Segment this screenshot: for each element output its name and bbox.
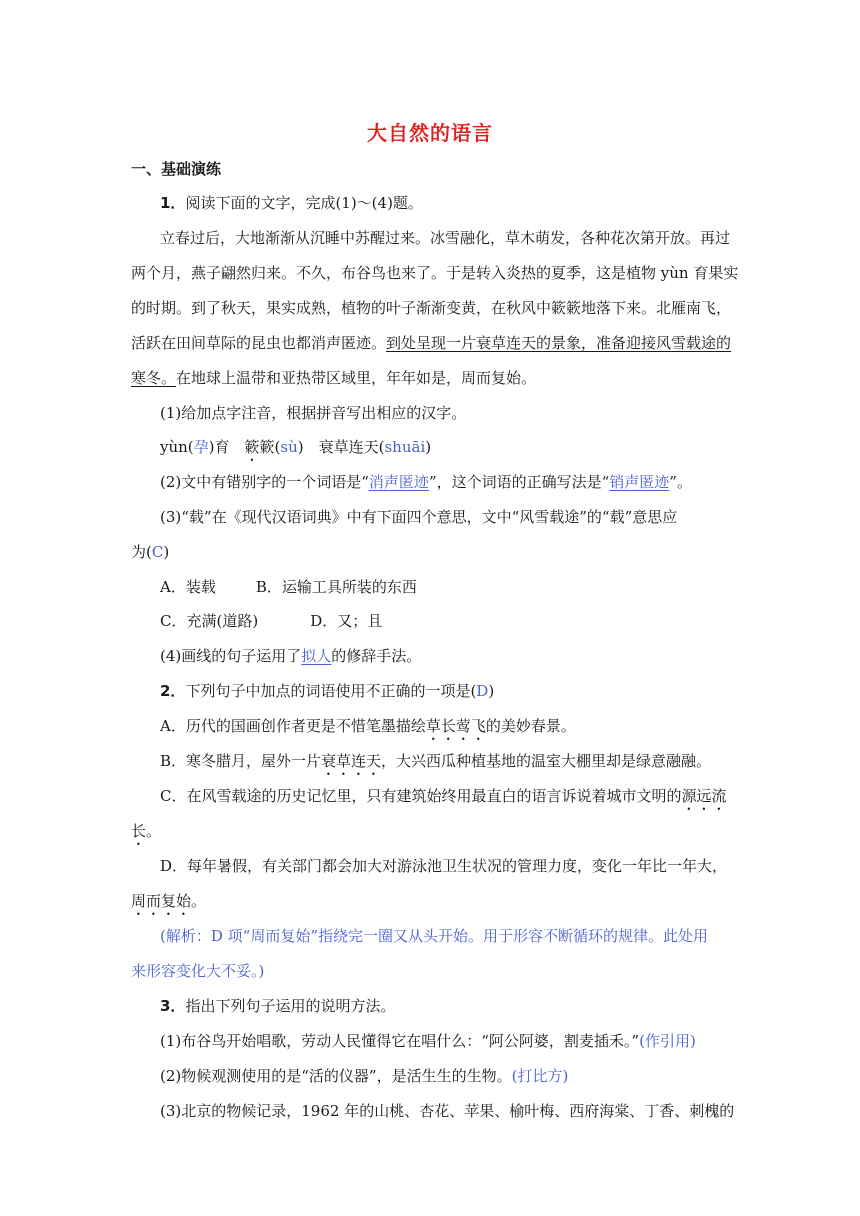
answer: (打比方) [511, 1067, 569, 1085]
dotted-phrase: 源远流 [681, 787, 727, 805]
text: 的美妙春景。 [485, 717, 576, 735]
passage-text: 活跃在田间草际的昆虫也都消声匿迹。 [131, 334, 387, 352]
options-row [160, 576, 417, 598]
text: (2)物候观测使用的是“活的仪器”，是活生生的生物。 [160, 1067, 512, 1085]
dotted-phrase: 衰草连天 [321, 752, 382, 770]
option-b: B．运输工具所装的东西 [255, 578, 417, 596]
passage-line: 立春过后，大地渐渐从沉睡中苏醒过来。冰雪融化，草木萌发，各种花次第开放。再过 [160, 229, 731, 247]
passage-line: 两个月，燕子翩然归来。不久，布谷鸟也来了。于是转入炎热的夏季，这是植物 yùn 育果实 [131, 264, 739, 282]
page-title: 大自然的语言 [367, 121, 493, 145]
text: C．在风雪载途的历史记忆里，只有建筑始终用最直白的语言诉说着城市文明的 [160, 787, 682, 805]
question-3-prompt [160, 995, 395, 1017]
text: 为( [131, 543, 152, 561]
question-text: 阅读下面的文字，完成(1)～(4)题。 [185, 194, 423, 212]
sub-question-1: (1)给加点字注音，根据拼音写出相应的汉字。 [160, 404, 467, 422]
option-b [160, 750, 711, 779]
passage-line [131, 367, 536, 389]
answer: D [476, 682, 489, 700]
dotted-char: 簌 [244, 438, 260, 456]
sub-question-4 [160, 645, 421, 667]
passage-text: 在地球上温带和亚热带区域里，年年如是，周而复始。 [176, 369, 537, 387]
option-c: C．充满(道路) [160, 612, 259, 630]
sub-question-3: (3)“载”在《现代汉语词典》中有下面四个意思，文中“风雪载途”的“载”意思应 [160, 508, 678, 526]
sub-question-1-answers [160, 436, 431, 465]
dotted-phrase: 长 [131, 822, 147, 840]
text: ，大兴西瓜种植基地的温室大棚里却是绿意融融。 [381, 752, 712, 770]
option-d: D．每年暑假，有关部门都会加大对游泳池卫生状况的管理力度，变化一年比一年大， [160, 857, 728, 875]
answer: 拟人 [301, 647, 332, 665]
passage-line [131, 332, 731, 354]
question-1-prompt [160, 192, 423, 214]
answer: 孕 [193, 438, 209, 456]
question-number: 2． [160, 682, 186, 700]
question-text: 指出下列句子运用的说明方法。 [185, 997, 396, 1015]
sub-question [160, 1065, 568, 1087]
option-d-cont [131, 890, 206, 919]
passage-line: 的时期。到了秋天，果实成熟，植物的叶子渐渐变黄，在秋风中簌簌地落下来。北雁南飞， [131, 299, 732, 317]
question-number: 3． [160, 997, 186, 1015]
answer: 销声匿迹 [609, 473, 670, 491]
analysis-cont: 来形容变化大不妥。) [131, 962, 265, 980]
underlined-sentence: 寒冬。 [131, 369, 177, 387]
text: ) 衰草连天( [297, 438, 385, 456]
section-heading: 一、基础演练 [131, 160, 222, 178]
text: ”。 [669, 473, 692, 491]
text: A．历代的国画创作者更是不惜笔墨描绘 [160, 717, 426, 735]
pinyin: yùn( [160, 438, 194, 456]
text: 簌( [259, 438, 281, 456]
sub-question [160, 1030, 696, 1052]
text: B．寒冬腊月，屋外一片 [160, 752, 322, 770]
text: 。 [146, 822, 162, 840]
answer: C [151, 543, 164, 561]
analysis: (解析：D 项“周而复始”指绕完一圈又从头开始。用于形容不断循环的规律。此处用 [160, 927, 708, 945]
question-text: 下列句子中加点的词语使用不正确的一项是( [185, 682, 477, 700]
option-c-cont [131, 820, 161, 849]
text: 。 [191, 892, 207, 910]
text: ”，这个词语的正确写法是“ [428, 473, 610, 491]
question-2-prompt [160, 680, 494, 702]
underlined-sentence: 到处呈现一片衰草连天的景象，准备迎接风雪载途的 [386, 334, 732, 352]
text: (2)文中有错别字的一个词语是“ [160, 473, 369, 491]
text: (1)布谷鸟开始唱歌，劳动人民懂得它在唱什么：“阿公阿婆，割麦插禾。” [160, 1032, 640, 1050]
dotted-phrase: 草长莺飞 [425, 717, 486, 735]
option-c [160, 785, 727, 814]
text: ) [163, 543, 170, 561]
option-a: A．装载 [160, 578, 216, 596]
sub-question: (3)北京的物候记录，1962 年的山桃、杏花、苹果、榆叶梅、西府海棠、丁香、刺槐的 [160, 1102, 735, 1120]
text: ) [425, 438, 432, 456]
text: 的修辞手法。 [331, 647, 422, 665]
answer: 消声匿迹 [368, 473, 429, 491]
answer: (作引用) [639, 1032, 696, 1050]
option-a [160, 715, 576, 744]
text: ) [488, 682, 495, 700]
option-d: D．又；且 [310, 612, 383, 630]
answer: shuāi [384, 438, 426, 456]
text: )育 [208, 438, 245, 456]
sub-question-3-cont [131, 541, 169, 563]
options-row [160, 610, 382, 632]
dotted-phrase: 周而复始 [131, 892, 192, 910]
sub-question-2 [160, 471, 692, 493]
text: (4)画线的句子运用了 [160, 647, 302, 665]
answer: sù [280, 438, 298, 456]
question-number: 1． [160, 194, 186, 212]
